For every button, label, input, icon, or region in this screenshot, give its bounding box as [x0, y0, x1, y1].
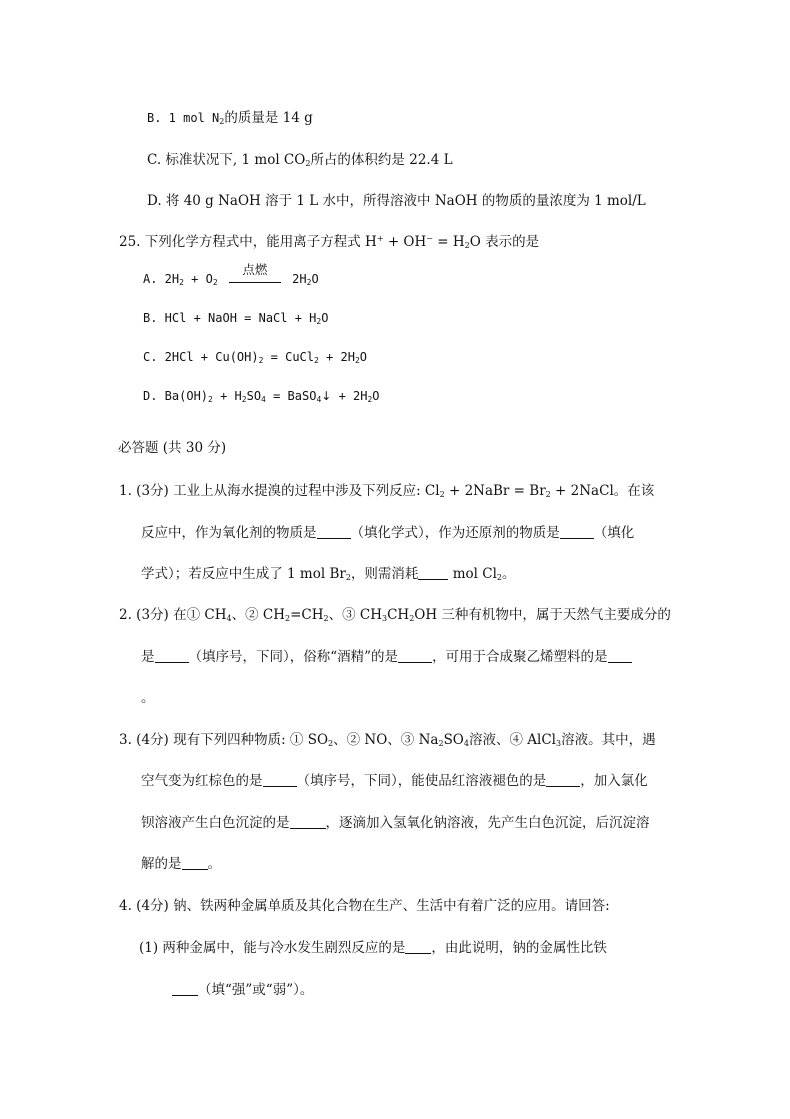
q25-option-c: C. $2HCl + Cu(OH)_2$ = CuCl$_2$ + $2H_2O$ [143, 350, 368, 365]
q4-part-1: (1) 两种金属中，能与冷水发生剧烈反应的是 ，由此说明，钠的金属性比铁 [139, 940, 607, 956]
answer-blank[interactable] [182, 855, 208, 870]
q2-line-1: 2. (3分) 在① $CH_4$、② $CH_2=CH_2$、③ $CH_3CH_2OH$ 三种有机物中，属于天然气主要成分的 [119, 607, 671, 623]
q3-line-2: 空气变为红棕色的是 （填序号，下同），能使品红溶液褪色的是 ，加入氯化 [141, 773, 648, 789]
q3-line-3: 钡溶液产生白色沉淀的是 ，逐滴加入氢氧化钠溶液，先产生白色沉淀，后沉淀溶 [141, 815, 650, 831]
q25-option-d: D. $Ba(OH)_2 + H_2SO_4$ = BaSO$_4$↓ + $2H_2O$ [143, 389, 380, 404]
q3-line-1: 3. (4分) 现有下列四种物质: ① $SO_2$、② NO、③ $Na_2SO_4$溶液、④ AlCl$_3$溶液。其中，遇 [119, 732, 656, 748]
q3-line-4: 解的是 。 [141, 856, 221, 872]
q2-line-2: 是 （填序号，下同），俗称“酒精”的是 ，可用于合成聚乙烯塑料的是 [141, 647, 632, 667]
q4-stem: 4. (4分) 钠、铁两种金属单质及其化合物在生产、生活中有着广泛的应用。请回答: [119, 898, 610, 914]
answer-blank[interactable] [560, 524, 594, 539]
q25-option-a: A. $2H_2 + O_2$ 点燃 $2H_2O$ [143, 262, 319, 287]
answer-blank[interactable] [317, 524, 351, 539]
q1-line-3: 学式）；若反应中生成了 1 mol $Br_2$，则需消耗 mol $Cl_2$。 [141, 566, 516, 582]
q1-line-1: 1. (3分) 工业上从海水提溴的过程中涉及下列反应: $Cl_2$ + 2NaBr = $Br_2$ + 2NaCl。在该 [119, 483, 655, 499]
q24-option-d: D. 将 40 g NaOH 溶于 1 L 水中，所得溶液中 NaOH 的物质的量浓度为 1 mol/L [147, 193, 646, 209]
answer-blank[interactable] [290, 814, 326, 829]
answer-blank[interactable] [398, 648, 432, 663]
answer-blank[interactable] [608, 648, 632, 663]
q1-line-2: 反应中，作为氧化剂的物质是 （填化学式），作为还原剂的物质是 （填化 [141, 525, 635, 541]
answer-blank[interactable] [418, 565, 448, 580]
q25-option-b: B. HCl + NaOH = NaCl + $H_2O$ [143, 311, 329, 326]
precipitate-arrow-icon: ↓ [321, 389, 332, 403]
reaction-condition-arrow: 点燃 [229, 272, 281, 283]
answer-blank[interactable] [405, 939, 431, 954]
q25-stem: 25. 下列化学方程式中，能用离子方程式 $H^+ + OH^- = H_2O$ 表示的是 [119, 234, 540, 250]
answer-blank[interactable] [172, 981, 198, 996]
q24-option-b: B. 1 mol $N_2$的质量是 14 g [147, 110, 313, 126]
q4-part-1-cont: （填“强”或“弱”）。 [172, 980, 313, 1000]
answer-blank[interactable] [546, 772, 580, 787]
answer-blank[interactable] [263, 772, 297, 787]
answer-blank[interactable] [155, 648, 189, 663]
q24-option-c: C. 标准状况下, 1 mol $CO_2$所占的体积约是 22.4 L [147, 152, 453, 168]
section-title: 必答题 (共 30 分) [118, 440, 227, 456]
q2-line-3: 。 [141, 690, 155, 706]
